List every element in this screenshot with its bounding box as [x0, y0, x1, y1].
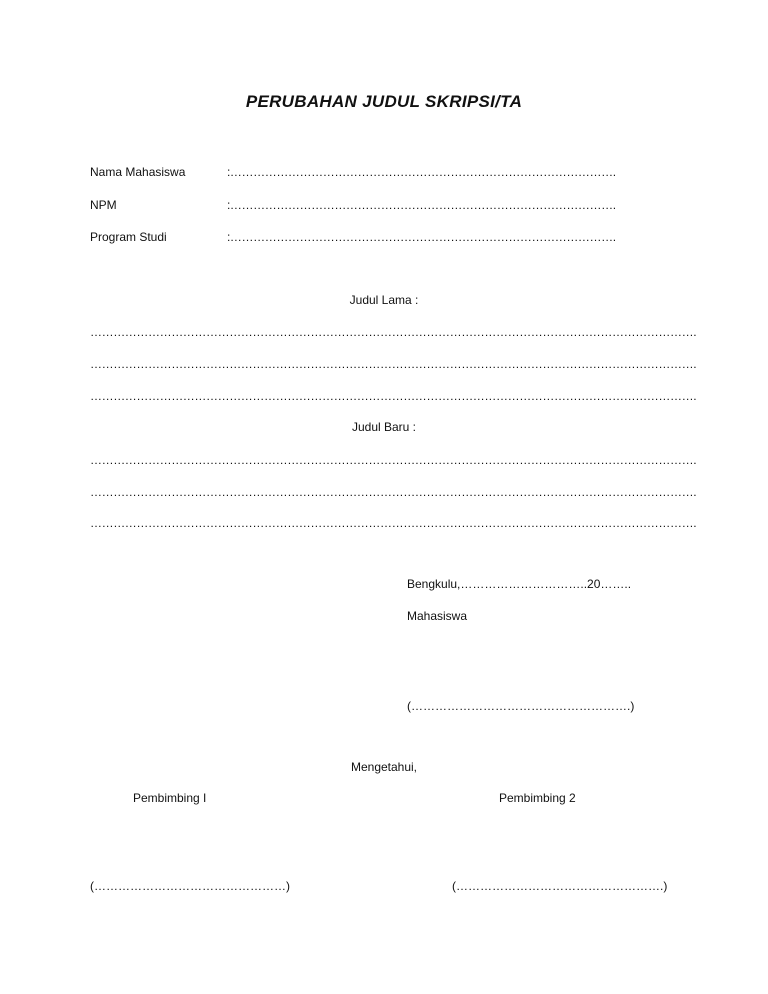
place-date: Bengkulu,…………………………..20……..	[407, 577, 632, 591]
judul-lama-heading: Judul Lama :	[349, 293, 419, 307]
field-label-nama: Nama Mahasiswa	[90, 165, 186, 179]
field-value-prodi: :……………………………………………………………………………………….	[227, 230, 616, 244]
field-label-prodi: Program Studi	[90, 230, 167, 244]
student-name-line: (……………………………………………….)	[407, 699, 635, 713]
approval-heading: Mengetahui,	[350, 760, 418, 774]
signature-role: Mahasiswa	[407, 609, 468, 623]
judul-baru-line: ………………………………………………………………………………………………………………………………………….	[90, 453, 697, 467]
field-value-npm: :……………………………………………………………………………………….	[227, 198, 616, 212]
judul-baru-line: ………………………………………………………………………………………………………………………………………….	[90, 516, 697, 530]
advisor-1-label: Pembimbing I	[133, 791, 207, 805]
advisor-1-name-line: (…………………………………………)	[90, 879, 290, 893]
field-label-npm: NPM	[90, 198, 117, 212]
advisor-2-label: Pembimbing 2	[499, 791, 576, 805]
page-title: PERUBAHAN JUDUL SKRIPSI/TA	[245, 92, 523, 111]
field-value-nama: :……………………………………………………………………………………….	[227, 165, 616, 179]
judul-baru-line: ………………………………………………………………………………………………………………………………………….	[90, 485, 697, 499]
judul-baru-heading: Judul Baru :	[351, 420, 417, 434]
judul-lama-line: ………………………………………………………………………………………………………………………………………….	[90, 357, 697, 371]
judul-lama-line: ………………………………………………………………………………………………………………………………………….	[90, 389, 697, 403]
advisor-2-name-line: (…………………………………………….)	[452, 879, 668, 893]
judul-lama-line: ………………………………………………………………………………………………………………………………………….	[90, 325, 697, 339]
